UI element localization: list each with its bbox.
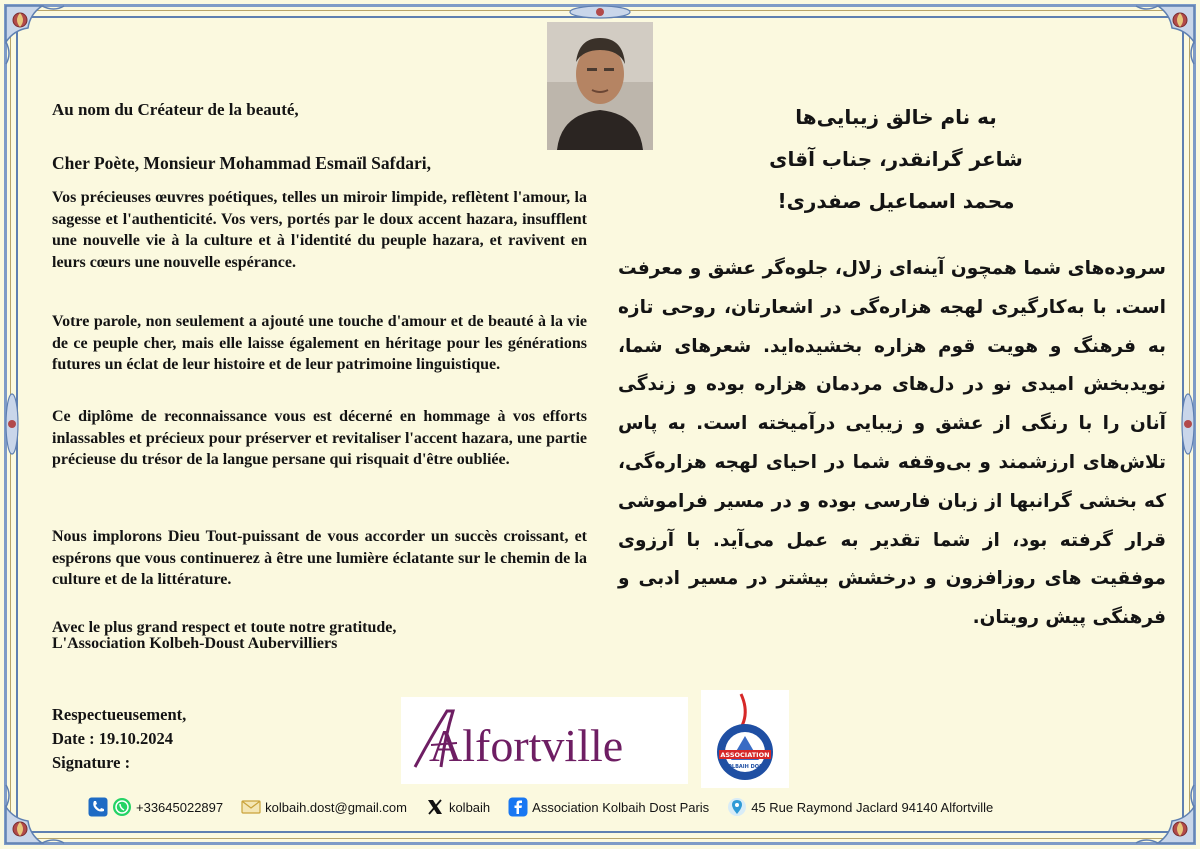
border-medallion-icon — [4, 389, 20, 459]
phone-icon — [88, 797, 108, 817]
fr-paragraph-4: Nous implorons Dieu Tout-puissant de vous accorder un succès croissant, et espérons que vous continuerez à être une lumière éclatante sur le chemin de la culture et de la littérature. — [52, 528, 587, 588]
fr-date: Date : 19.10.2024 — [52, 729, 173, 748]
footer-address[interactable] — [727, 797, 993, 817]
association-kolbaih-dost-logo — [701, 690, 789, 788]
fr-signature-label: Signature : — [52, 753, 131, 772]
corner-ornament-icon — [2, 2, 72, 72]
fr-closing-line-1: Avec le plus grand respect et toute notre gratitude, — [52, 619, 397, 636]
fr-paragraph-1: Vos précieuses œuvres poétiques, telles un miroir limpide, reflètent l'amour, la sagesse et l'authenticité. Vos vers, portés par le doux accent hazara, insufflent une nouvelle vie à la culture et à l'identité du peuple hazara, et ravivent en leurs cœurs une nouvelle espérance. — [52, 189, 587, 271]
fa-body-text: سروده‌های شما همچون آینه‌ای زلال، جلوه‌گر عشق و معرفت است. با به‌کارگیری لهجه هزاره‌گی در اشعارتان، روحی تازه به فرهنگ و هویت قوم هزاره بخشیده‌اید. شعرهای شما، نویدبخش امیدی نو در دل‌های مردمان هزاره بوده و زندگی آنان را با رنگی از عشق و زیبایی درآمیخته است. به پاس تلاش‌های ارزشمند و بی‌وقفه شما در احیای لهجه هزاره‌گی، که بخشی گرانبها از زبان فارسی بوده و در مسیر فراموشی قرار گرفته بود، از شما تقدیر به عمل می‌آید. با آرزوی موفقیت های روزافزون و درخشش بیشتر در مسیر ادبی و فرهنگی پیش رویتان. — [618, 258, 1166, 629]
fa-title-line-2: شاعر گرانقدر، جناب آقای — [769, 147, 1023, 171]
alfortville-logo — [401, 697, 688, 784]
footer-x[interactable] — [425, 797, 490, 817]
assoc-logo-sub-text: KOLBAIH DOST — [724, 764, 766, 770]
border-medallion-icon — [1180, 389, 1196, 459]
footer-email[interactable] — [241, 797, 407, 817]
x-logo-icon — [425, 797, 445, 817]
fa-title-block — [620, 96, 1172, 222]
fr-greeting: Au nom du Créateur de la beauté, — [52, 100, 299, 119]
whatsapp-icon — [112, 797, 132, 817]
fa-title-line-3: محمد اسماعیل صفدری! — [777, 189, 1015, 213]
corner-ornament-icon — [2, 777, 72, 847]
corner-ornament-icon — [1128, 2, 1198, 72]
corner-ornament-icon — [1128, 777, 1198, 847]
facebook-icon — [508, 797, 528, 817]
footer-facebook-page: Association Kolbaih Dost Paris — [532, 799, 710, 815]
fr-paragraph-2: Votre parole, non seulement a ajouté une touche d'amour et de beauté à la vie de ce peuple cher, mais elle laisse également en héritage pour les générations futures un éclat de leur histoire et de leur patrimoine linguistique. — [52, 313, 587, 373]
footer-address-text: 45 Rue Raymond Jaclard 94140 Alfortville — [751, 799, 994, 815]
alfortville-wordmark: Alfortville — [429, 720, 624, 771]
footer-facebook[interactable] — [508, 797, 709, 817]
location-pin-icon — [727, 797, 747, 817]
fr-paragraph-3: Ce diplôme de reconnaissance vous est décerné en hommage à vos efforts inlassables et précieux pour préserver et revitaliser l'accent hazara, une partie précieuse du trésor de la langue persane qui risquait d'être oubliée. — [52, 408, 587, 468]
assoc-logo-ring-text: ASSOCIATION — [720, 751, 770, 759]
fr-closing-line-2: L'Association Kolbeh-Doust Aubervilliers — [52, 635, 338, 652]
contact-footer — [88, 793, 1011, 821]
footer-x-handle: kolbaih — [448, 799, 491, 815]
footer-email-address: kolbaih.dost@gmail.com — [265, 799, 407, 815]
envelope-icon — [241, 797, 261, 817]
footer-phone-number: +33645022897 — [136, 799, 224, 815]
fr-addressee: Cher Poète, Monsieur Mohammad Esmaïl Safdari, — [52, 153, 431, 173]
fr-respect: Respectueusement, — [52, 705, 187, 724]
border-medallion-icon — [565, 4, 635, 20]
fa-title-line-1: به نام خالق زیبایی‌ها — [795, 105, 997, 129]
fr-closing — [52, 620, 587, 652]
footer-phone[interactable] — [88, 797, 223, 817]
